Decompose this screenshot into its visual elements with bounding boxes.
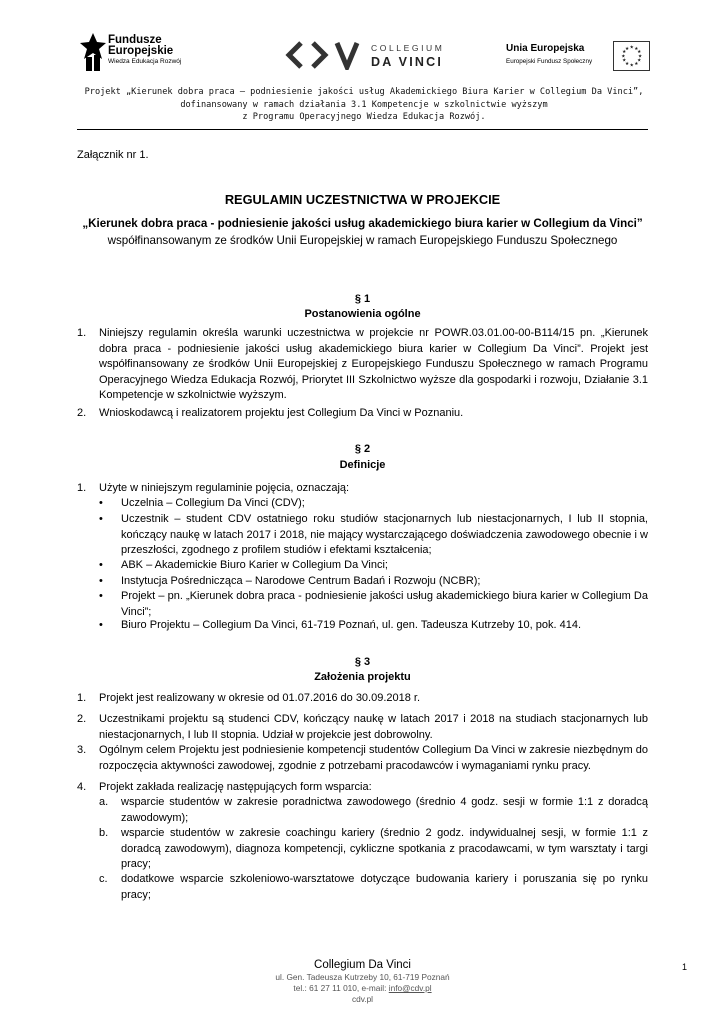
svg-text:★: ★	[634, 61, 639, 67]
bullet-text: Projekt – pn. „Kierunek dobra praca - podniesienie jakości usług akademickiego biura karier w Collegium Da Vinci”;	[121, 590, 648, 618]
eu-line1: Unia Europejska	[506, 43, 585, 54]
svg-text:★: ★	[624, 46, 630, 52]
item-text: Wnioskodawcą i realizatorem projektu jest Collegium Da Vinci w Poznaniu.	[99, 407, 464, 419]
eu-flag-icon	[613, 41, 650, 71]
svg-text:★: ★	[629, 63, 634, 69]
page-number: 1	[682, 962, 688, 972]
header-divider	[77, 129, 648, 130]
fe-star-icon	[80, 33, 106, 71]
section-1-title: Postanowienia ogólne	[304, 308, 421, 320]
project-name: „Kierunek dobra praca - podniesienie jakości usług akademickiego biura karier w Collegium da Vinci”	[82, 217, 643, 230]
item-number: 2.	[77, 407, 87, 419]
footer-phone: tel.: 61 27 11 010, e-mail:	[293, 983, 389, 993]
svg-text:★: ★	[629, 45, 634, 51]
logo-row	[0, 0, 725, 80]
svg-text:★: ★	[621, 54, 626, 60]
header-line3: z Programu Operacyjnego Wiedza Edukacja Rozwój.	[242, 112, 486, 122]
footer-address: ul. Gen. Tadeusza Kutrzeby 10, 61-719 Poznań	[275, 972, 450, 982]
item-number: 1.	[77, 327, 87, 339]
cdv-davinci-text: DA VINCI	[371, 55, 444, 69]
bullet-icon: •	[99, 575, 103, 587]
unia-europejska-logo	[506, 41, 650, 73]
eu-line2: Europejski Fundusz Społeczny	[506, 58, 593, 65]
item-text: Projekt jest realizowany w okresie od 01.07.2016 do 30.09.2018 r.	[99, 692, 421, 704]
svg-text:★: ★	[637, 58, 642, 64]
section-1-number: § 1	[354, 293, 371, 305]
item-number: 4.	[77, 781, 87, 793]
bullet-icon: •	[99, 513, 103, 525]
footer-institution: Collegium Da Vinci	[314, 959, 411, 971]
item-text: Ogólnym celem Projektu jest podniesienie kompetencji studentów Collegium Da Vinci w zakresie niezbędnym do rozpoczęcia aktywności zawodowej, zgodnie z potrzebami pracodawców i wymaganiami rynku pracy.	[99, 744, 648, 772]
section-2-number: § 2	[354, 443, 371, 455]
cdv-monogram-icon	[283, 40, 363, 70]
bullet-icon: •	[99, 559, 103, 571]
cdv-collegium-text: COLLEGIUM	[371, 43, 445, 53]
header-line2: dofinansowany w ramach działania 3.1 Kompetencje w szkolnictwie wyższym	[180, 99, 548, 110]
item-number: 2.	[77, 713, 87, 725]
fe-line1: Fundusze	[108, 34, 162, 46]
svg-text:★: ★	[622, 58, 627, 64]
item-text: Uczestnikami projektu są studenci CDV, kończący naukę w latach 2017 i 2018 na studiach stacjonarnych lub niestacjonarnych, I lub II stopnia. Udział w projekcie jest dobrowolny.	[99, 713, 648, 741]
header-line1: Projekt „Kierunek dobra praca – podniesienie jakości usług Akademickiego Biura Karier w Collegium Da Vinci”,	[84, 87, 644, 97]
sub-item-text: wsparcie studentów w zakresie coachingu kariery (średnio 2 godz. indywidualnej sesji, w formie 1:1 z doradcą zawodowym), diagnoza kompetencji, cykliczne spotkania z pracodawcami, w tym warsztaty i targi pracy;	[121, 827, 648, 870]
footer-contact	[0, 983, 725, 994]
collegium-da-vinci-logo	[283, 40, 458, 72]
item-number: 1.	[77, 692, 87, 704]
bullet-text: Uczelnia – Collegium Da Vinci (CDV);	[121, 497, 305, 509]
item-number: 1.	[77, 482, 87, 494]
page-footer	[0, 958, 725, 1005]
bullet-text: Uczestnik – student CDV ostatniego roku studiów stacjonarnych lub niestacjonarnych, I lub II stopnia, kończący naukę w latach 2017 i 2018, nie mający wystarczającego doświadczenia zawodowego obecnie i w przeszłości, zgodnego z profilem studiów i efektami kształcenia;	[121, 513, 648, 556]
item-text: Użyte w niniejszym regulaminie pojęcia, oznaczają:	[99, 482, 350, 494]
financing-note: współfinansowanym ze środków Unii Europejskiej w ramach Europejskiego Funduszu Społecznego	[107, 234, 618, 247]
section-3-title: Założenia projektu	[314, 671, 411, 683]
sub-item-letter: c.	[99, 873, 108, 885]
sub-item-text: wsparcie studentów w zakresie poradnictwa zawodowego (średnio 4 godz. sesji w formie 1:1 z doradcą zawodowym);	[121, 796, 648, 824]
fundusze-europejskie-logo	[80, 33, 220, 73]
item-text: Projekt zakłada realizację następujących form wsparcia:	[99, 781, 372, 793]
bullet-text: ABK – Akademickie Biuro Karier w Collegium Da Vinci;	[121, 559, 388, 571]
project-header	[70, 86, 658, 124]
section-3-number: § 3	[354, 656, 371, 668]
footer-email-link[interactable]: info@cdv.pl	[388, 983, 432, 993]
sub-item-letter: b.	[99, 827, 109, 839]
attachment-label: Załącznik nr 1.	[77, 149, 149, 161]
bullet-icon: •	[99, 497, 103, 509]
svg-text:★: ★	[638, 54, 643, 60]
bullet-icon: •	[99, 619, 103, 631]
bullet-icon: •	[99, 590, 103, 602]
bullet-text: Instytucja Pośrednicząca – Narodowe Centrum Badań i Rozwoju (NCBR);	[121, 575, 481, 587]
fe-line2: Europejskie	[108, 45, 174, 57]
document-title: REGULAMIN UCZESTNICTWA W PROJEKCIE	[224, 192, 501, 207]
svg-text:★: ★	[624, 61, 630, 67]
fe-line3: Wiedza Edukacja Rozwój	[108, 58, 182, 65]
sub-item-text: dodatkowe wsparcie szkoleniowo-warsztatowe dotyczące budowania kariery i poruszania się po rynku pracy;	[121, 873, 648, 901]
svg-text:★: ★	[637, 50, 642, 56]
item-number: 3.	[77, 744, 87, 756]
svg-text:★: ★	[634, 46, 639, 52]
item-text: Niniejszy regulamin określa warunki uczestnictwa w projekcie nr POWR.03.01.00-00-B114/15 pn. „Kierunek dobra praca - podniesienie jakości usług akademickiego biura karier w Collegium Da Vinci”. Projekt jest współfinansowany ze środków Unii Europejskiej z Europejskiego Funduszu Społecznego w ramach Programu Operacyjnego Wiedza Edukacja Rozwój, Priorytet III Szkolnictwo wyższe dla gospodarki i rozwoju, Działanie 3.1 Kompetencje w szkolnictwie wyższym.	[99, 327, 648, 401]
section-2-title: Definicje	[339, 459, 386, 471]
sub-item-letter: a.	[99, 796, 109, 808]
bullet-text: Biuro Projektu – Collegium Da Vinci, 61-719 Poznań, ul. gen. Tadeusza Kutrzeby 10, pok. 414.	[121, 619, 582, 631]
svg-text:★: ★	[622, 50, 627, 56]
footer-website[interactable]: cdv.pl	[351, 994, 374, 1004]
